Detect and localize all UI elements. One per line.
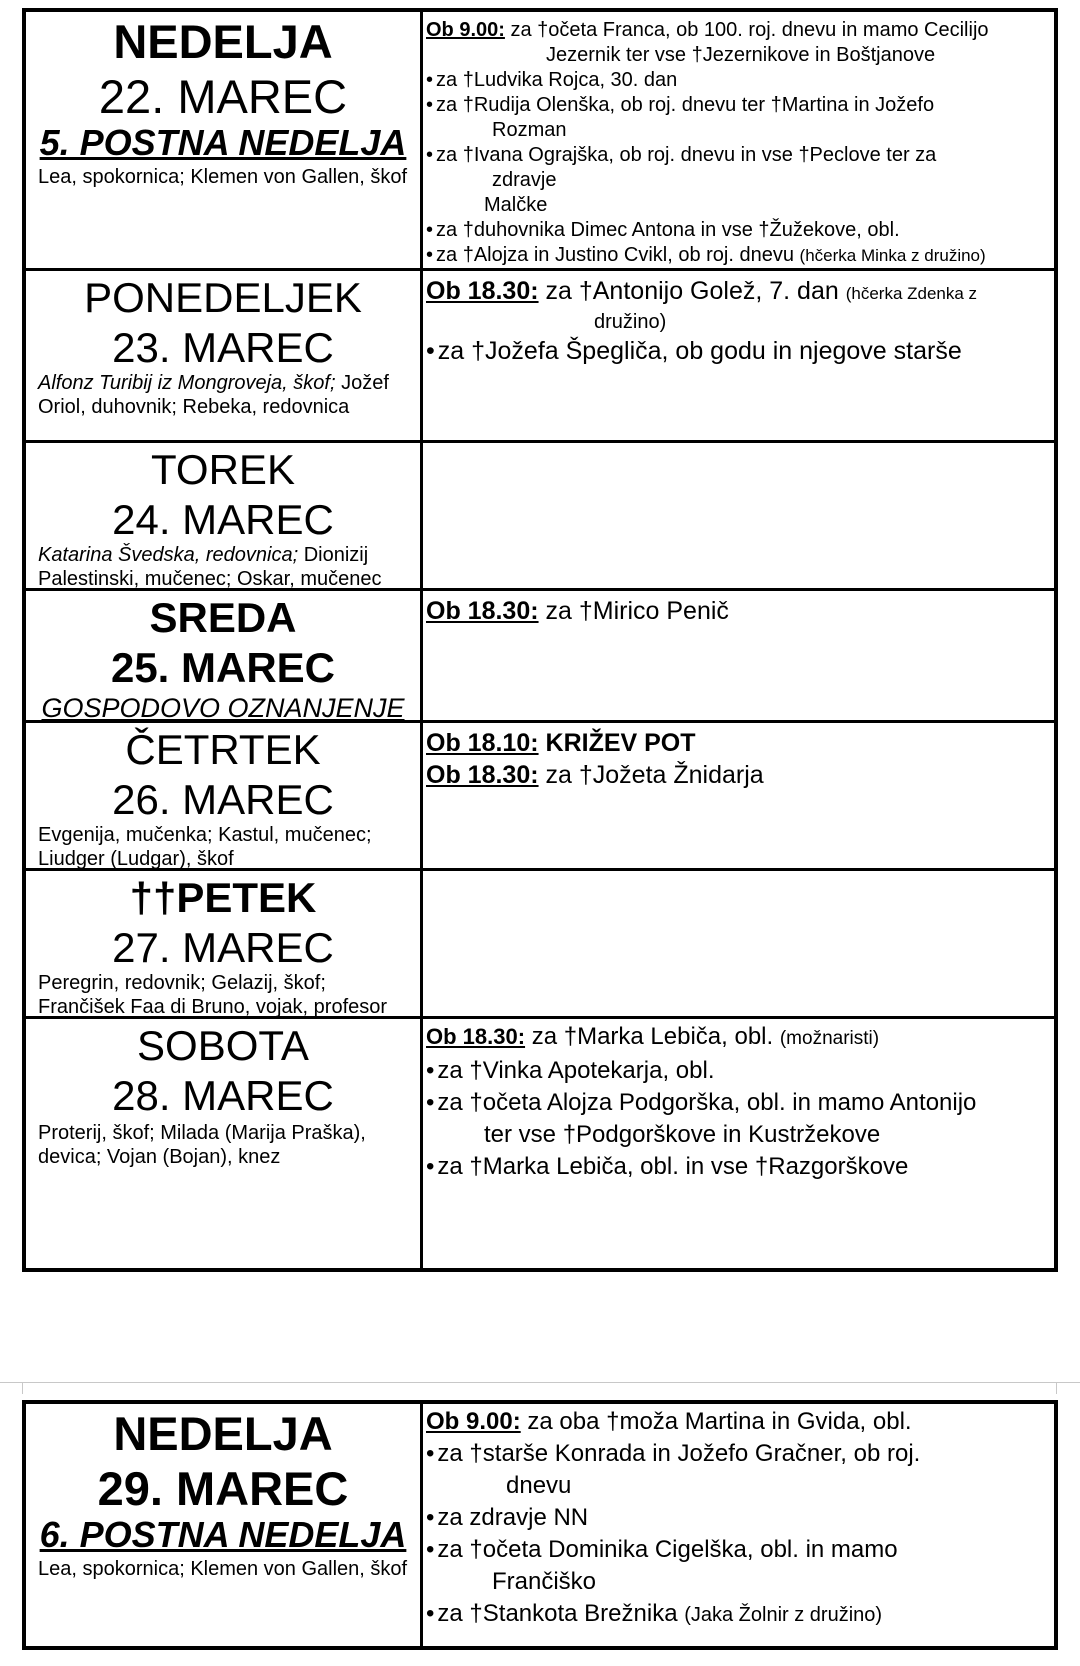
table-row (26, 588, 1054, 720)
date-label: 23. MAREC (112, 324, 334, 371)
mass-cell (426, 1404, 1054, 1648)
mass-cell (426, 591, 1054, 724)
mass-line: Ob 18.30: za †Mirico Penič (426, 597, 729, 625)
page-margin-mark (1056, 1382, 1057, 1394)
mass-line: • za †Ludvika Rojca, 30. dan (426, 68, 1054, 93)
saints-text: Lea, spokornica; Klemen von Gallen, škof (38, 166, 408, 189)
mass-line: Rozman (492, 119, 567, 141)
date-label: 29. MAREC (97, 1462, 349, 1515)
table-row (26, 720, 1054, 868)
mass-line: • za †očeta Dominika Cigelška, obl. in mamo (426, 1534, 1054, 1566)
date-label: 27. MAREC (112, 924, 334, 971)
day-cell (26, 591, 420, 720)
schedule-table-week (22, 8, 1058, 1272)
table-row (26, 868, 1054, 1016)
mass-line: Ob 9.00: za †očeta Franca, ob 100. roj. dnevu in mamo Cecilijo (426, 19, 989, 41)
mass-line: zdravje (492, 169, 557, 191)
mass-cell (426, 12, 1054, 274)
feast-label: 5. POSTNA NEDELJA (39, 122, 407, 163)
day-name: SOBOTA (137, 1022, 309, 1069)
day-name: NEDELJA (113, 1407, 333, 1460)
mass-line: Ob 9.00: za oba †moža Martina in Gvida, obl. (426, 1408, 912, 1435)
mass-line: • za †Alojza in Justino Cvikl, ob roj. dnevu (hčerka Minka z družino) (426, 243, 1054, 268)
mass-line: Jezernik ter vse †Jezernikove in Boštjanove (546, 44, 936, 66)
mass-line: • za †Marka Lebiča, obl. in vse †Razgorškove (426, 1151, 1054, 1183)
mass-line: • za †Jožefa Špegliča, ob godu in njegove starše (426, 335, 1054, 367)
feast-label: 6. POSTNA NEDELJA (39, 1514, 407, 1555)
mass-cell (426, 723, 1054, 872)
mass-line: Ob 18.10: KRIŽEV POT (426, 729, 696, 757)
mass-line: ter vse †Podgorškove in Kustržekove (484, 1121, 881, 1148)
day-cell (26, 443, 420, 588)
mass-cell (426, 443, 1054, 588)
mass-line: • za †Stankota Brežnika (Jaka Žolnir z družino) (426, 1598, 1054, 1631)
mass-line: • za †duhovnika Dimec Antona in vse †Žužekove, obl. (426, 218, 1054, 243)
mass-line: Ob 18.30: za †Jožeta Žnidarja (426, 761, 764, 789)
day-cell (26, 1019, 420, 1268)
day-cell (26, 871, 420, 1016)
day-name: NEDELJA (113, 15, 333, 68)
table-row (26, 268, 1054, 440)
feast-label: GOSPODOVO OZNANJENJE (41, 693, 405, 720)
mass-line: Ob 18.30: za †Antonijo Golež, 7. dan (hčerka Zdenka z (426, 277, 978, 305)
date-label: 22. MAREC (98, 70, 348, 123)
mass-line: • za †Rudija Olenška, ob roj. dnevu ter †Martina in Jožefo (426, 93, 1054, 118)
saints-text: Peregrin, redovnik; Gelazij, škof; Frančišek Faa di Bruno, vojak, profesor (38, 972, 388, 1016)
mass-line: Malčke (484, 194, 548, 216)
day-name: ††PETEK (129, 874, 317, 921)
mass-cell (426, 1019, 1054, 1270)
mass-line: dnevu (506, 1472, 572, 1499)
day-cell (26, 1404, 420, 1646)
day-name: TOREK (151, 446, 295, 493)
saints-text: Lea, spokornica; Klemen von Gallen, škof (38, 1558, 408, 1581)
mass-cell (426, 871, 1054, 1016)
mass-line: Ob 18.30: za †Marka Lebiča, obl. (možnaristi) (426, 1023, 880, 1050)
day-cell (26, 271, 420, 440)
day-name: ČETRTEK (125, 726, 321, 773)
date-label: 26. MAREC (112, 776, 334, 823)
mass-line: • za †Ivana Ograjška, ob roj. dnevu in vse †Peclove ter za (426, 143, 1054, 168)
date-label: 24. MAREC (112, 496, 334, 543)
date-label: 25. MAREC (110, 644, 336, 691)
day-name: SREDA (149, 594, 297, 641)
mass-line: družino) (594, 311, 667, 333)
page-margin-mark (22, 1382, 23, 1394)
day-cell (26, 723, 420, 868)
mass-cell (426, 271, 1054, 444)
saints-text: Proterij, škof; Milada (Marija Praška), devica; Vojan (Bojan), knez (38, 1122, 366, 1168)
table-row (26, 1016, 1054, 1268)
table-row (26, 1404, 1054, 1646)
day-cell (26, 12, 420, 268)
date-label: 28. MAREC (112, 1072, 334, 1119)
page-break-line (0, 1382, 1080, 1383)
mass-line: Frančiško (492, 1568, 597, 1595)
saints-text: Alfonz Turibij iz Mongroveja, škof; Jožef Oriol, duhovnik; Rebeka, redovnica (38, 372, 389, 418)
mass-line: • za zdravje NN (426, 1502, 1054, 1534)
schedule-table-next (22, 1400, 1058, 1650)
mass-line: • za †Vinka Apotekarja, obl. (426, 1055, 1054, 1087)
saints-text: Evgenija, mučenka; Kastul, mučenec; Liudger (Ludgar), škof (38, 824, 372, 868)
table-row (26, 440, 1054, 588)
mass-line: • za †starše Konrada in Jožefo Gračner, ob roj. (426, 1438, 1054, 1470)
mass-line: • za †očeta Alojza Podgorška, obl. in mamo Antonijo (426, 1087, 1054, 1119)
saints-text: Katarina Švedska, redovnica; Dionizij Palestinski, mučenec; Oskar, mučenec (38, 544, 382, 588)
day-name: PONEDELJEK (84, 274, 362, 321)
table-row (26, 12, 1054, 268)
